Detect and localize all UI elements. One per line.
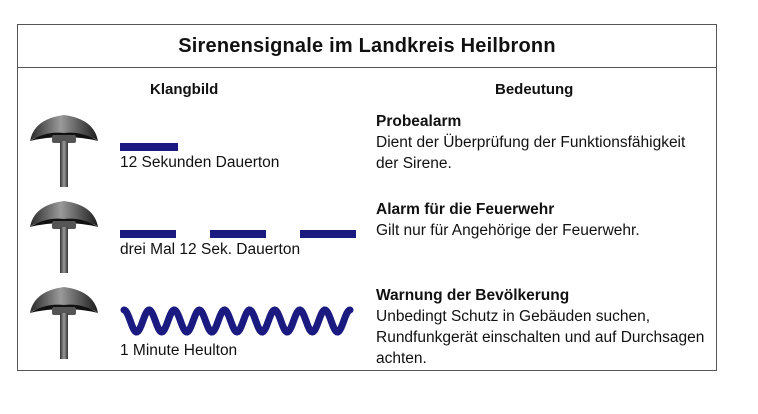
- signal-label: 12 Sekunden Dauerton: [120, 154, 280, 171]
- meaning-block: [376, 285, 711, 369]
- signal-wailing-tone: [118, 301, 358, 341]
- meaning-block: [376, 111, 711, 174]
- meaning-title: Probealarm: [376, 113, 462, 130]
- signal-wave: [124, 310, 350, 332]
- signal-continuous-tone: [120, 143, 180, 153]
- meaning-text: Gilt nur für Angehörige der Feuerwehr.: [376, 222, 640, 239]
- signal-dash: [300, 230, 356, 238]
- meaning-text: Unbedingt Schutz in Gebäuden suchen, Rundfunkgerät einschalten und auf Durchsagen achten.: [376, 308, 705, 367]
- meaning-title: Alarm für die Feuerwehr: [376, 201, 555, 218]
- column-header-sound: Klangbild: [150, 81, 219, 98]
- siren-icon: [26, 197, 102, 277]
- signal-dash: [210, 230, 266, 238]
- signal-label: 1 Minute Heulton: [120, 342, 238, 359]
- signal-dash: [120, 230, 176, 238]
- title-bar: [18, 25, 716, 68]
- meaning-block: [376, 199, 711, 241]
- column-header-meaning: Bedeutung: [495, 81, 574, 98]
- meaning-text: Dient der Überprüfung der Funktionsfähigkeit der Sirene.: [376, 134, 686, 172]
- signal-triple-tone: [120, 230, 360, 240]
- signal-table: [17, 24, 717, 371]
- meaning-title: Warnung der Bevölkerung: [376, 287, 570, 304]
- siren-icon: [26, 283, 102, 363]
- signal-dash: [120, 143, 178, 151]
- page-title: Sirenensignale im Landkreis Heilbronn: [178, 34, 556, 57]
- signal-label: drei Mal 12 Sek. Dauerton: [120, 241, 301, 258]
- siren-icon: [26, 111, 102, 191]
